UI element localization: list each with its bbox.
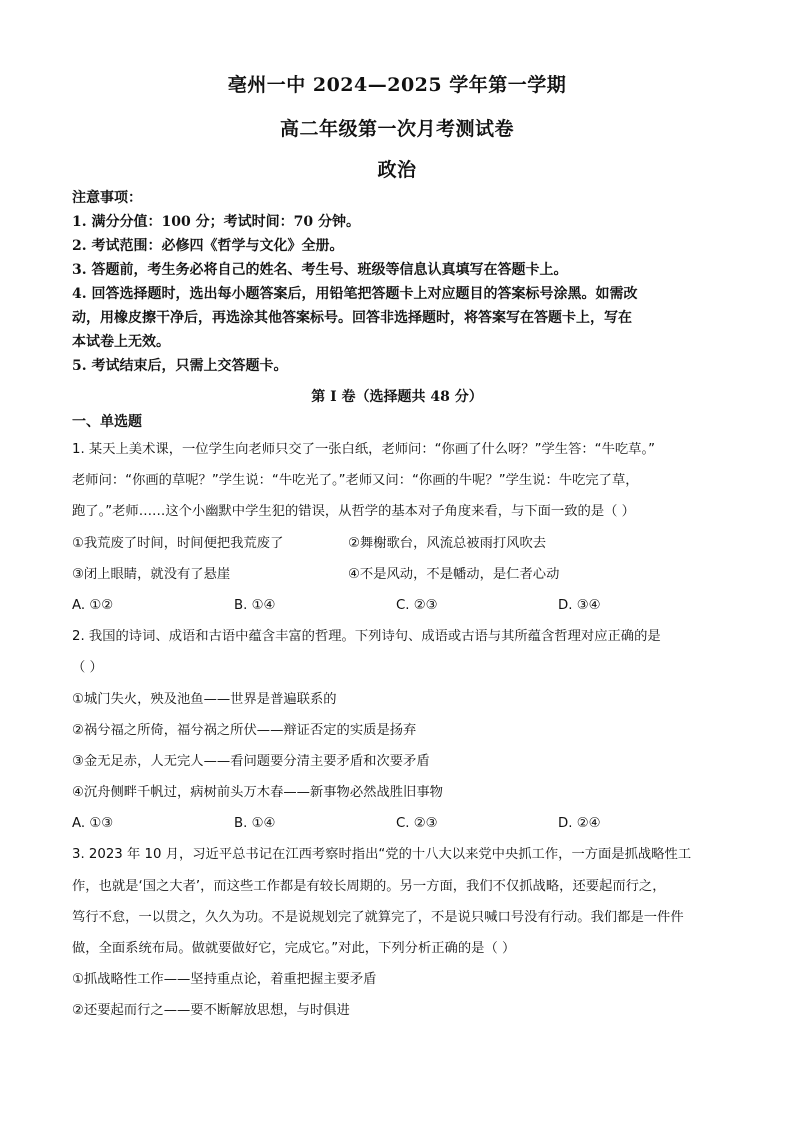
- option-b: B. ①④: [234, 597, 276, 613]
- exam-subject: 政治: [377, 159, 417, 181]
- statement: ①我荒废了时间，时间便把我荒废了: [72, 535, 284, 551]
- answer-options: [72, 808, 732, 839]
- statement: ②祸兮福之所倚，福兮祸之所伏——辩证否定的实质是扬弃: [72, 722, 417, 738]
- notice-item: 5. 考试结束后，只需上交答题卡。: [72, 358, 288, 374]
- question-text: 2. 我国的诗词、成语和古语中蕴含丰富的哲理。下列诗句、成语或古语与其所蕴含哲理对应正确的是: [72, 629, 661, 645]
- statement: ④不是风动，不是幡动，是仁者心动: [348, 566, 560, 582]
- question-text: 作，也就是‘国之大者’，而这些工作都是有较长周期的。另一方面，我们不仅抓战略，还要起而行之，: [72, 878, 666, 894]
- option-d: D. ②④: [558, 816, 601, 832]
- notice-item: 3. 答题前，考生务必将自己的姓名、考生号、班级等信息认真填写在答题卡上。: [72, 262, 568, 278]
- option-a: A. ①③: [72, 816, 114, 832]
- notice-item: 动，用橡皮擦干净后，再选涂其他答案标号。回答非选择题时，将答案写在答题卡上，写在: [72, 310, 632, 326]
- question-list: [72, 434, 732, 1027]
- statement: ④沉舟侧畔千帆过，病树前头万木春——新事物必然战胜旧事物: [72, 785, 443, 801]
- option-c: C. ②③: [396, 816, 438, 832]
- option-a: A. ①②: [72, 597, 114, 613]
- notice-item: 本试卷上无效。: [72, 334, 170, 350]
- question-text: （ ）: [72, 660, 103, 676]
- notice-item: 1. 满分分值：100 分；考试时间：70 分钟。: [72, 214, 360, 230]
- statement: ②舞榭歌台，风流总被雨打风吹去: [348, 535, 547, 551]
- statement: ①城门失火，殃及池鱼——世界是普遍联系的: [72, 691, 337, 707]
- statement: ②还要起而行之——要不断解放思想，与时俱进: [72, 1003, 350, 1019]
- exam-title-line1: 亳州一中 2024—2025 学年第一学期: [227, 74, 567, 96]
- section-single-choice: 一、单选题: [72, 414, 142, 430]
- option-d: D. ③④: [558, 597, 601, 613]
- statement-row: [72, 528, 732, 559]
- part1-heading: 第 I 卷（选择题共 48 分）: [311, 389, 483, 405]
- question-text: 3. 2023 年 10 月，习近平总书记在江西考察时指出“党的十八大以来党中央抓工作，一方面是抓战略性工: [72, 847, 692, 863]
- question-text: 1. 某天上美术课，一位学生向老师只交了一张白纸，老师问：“你画了什么呀？”学生答：“牛吃草。”: [72, 442, 655, 457]
- notice-block: [72, 186, 732, 378]
- answer-options: [72, 590, 732, 621]
- question-text: 跑了。”老师……这个小幽默中学生犯的错误，从哲学的基本对子角度来看，与下面一致的是（ ）: [72, 504, 635, 520]
- statement: ①抓战略性工作——坚持重点论，着重把握主要矛盾: [72, 972, 377, 988]
- question-text: 做，全面系统布局。做就要做好它，完成它。”对此，下列分析正确的是（ ）: [72, 941, 516, 956]
- exam-title-line2: 高二年级第一次月考测试卷: [279, 118, 514, 140]
- question-text: 笃行不怠，一以贯之，久久为功。不是说规划完了就算完了，不是说只喊口号没有行动。我们都是一件件: [72, 909, 684, 925]
- notice-item: 2. 考试范围：必修四《哲学与文化》全册。: [72, 238, 344, 254]
- option-c: C. ②③: [396, 597, 438, 613]
- notice-heading: 注意事项：: [72, 190, 142, 206]
- statement: ③闭上眼睛，就没有了悬崖: [72, 566, 231, 582]
- statement: ③金无足赤，人无完人——看问题要分清主要矛盾和次要矛盾: [72, 753, 430, 769]
- notice-item: 4. 回答选择题时，选出每小题答案后，用铅笔把答题卡上对应题目的答案标号涂黑。如需改: [72, 286, 638, 302]
- statement-row: [72, 559, 732, 590]
- question-text: 老师问：“你画的草呢？”学生说：“牛吃光了。”老师又问：“你画的牛呢？”学生说：牛吃完了草，: [72, 473, 639, 489]
- option-b: B. ①④: [234, 816, 276, 832]
